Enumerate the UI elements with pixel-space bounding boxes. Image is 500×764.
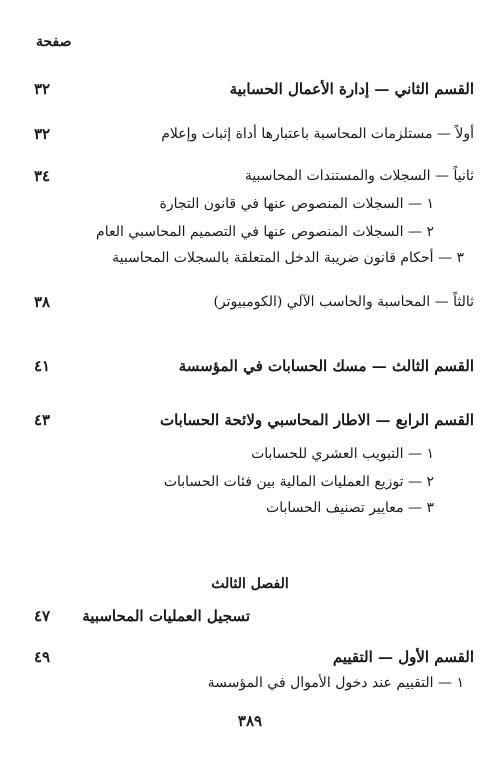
- section-title: القسم الأول — التقييم: [332, 648, 474, 666]
- page-column-label: صفحة: [36, 34, 72, 50]
- toc-entry: [0, 164, 500, 188]
- chapter-title: الفصل الثالث: [211, 576, 289, 592]
- toc-entry: [0, 408, 500, 432]
- toc-subentry: [0, 246, 500, 270]
- section-title: تسجيل العمليات المحاسبية: [82, 607, 250, 625]
- toc-entry: [0, 645, 500, 669]
- toc-entry: [0, 122, 500, 146]
- toc-subentry: [0, 470, 500, 494]
- section-title: القسم الثالث — مسك الحسابات في المؤسسة: [178, 357, 474, 375]
- toc-subentry: [0, 192, 500, 216]
- subentry-title: ١ — السجلات المنصوص عنها في قانون التجارة: [159, 196, 434, 212]
- toc-entry: [0, 77, 500, 101]
- page-number: ٤١: [34, 357, 51, 375]
- section-title: القسم الرابع — الاطار المحاسبي ولائحة الحسابات: [159, 411, 474, 429]
- page-number: ٣٤: [34, 167, 51, 185]
- page-number: ٤٩: [34, 648, 51, 666]
- entry-title: أولاً — مستلزمات المحاسبة باعتبارها أداة إثبات وإعلام: [161, 126, 474, 142]
- page-number: ٣٨: [34, 293, 51, 311]
- folio-page-number: ٣٨٩: [237, 712, 263, 730]
- toc-subentry: [0, 496, 500, 520]
- toc-entry: [0, 290, 500, 314]
- entry-title: ثانياً — السجلات والمستندات المحاسبية: [244, 168, 474, 184]
- subentry-title: ١ — التقييم عند دخول الأموال في المؤسسة: [207, 675, 464, 691]
- chapter-heading: [0, 572, 500, 596]
- page-number: ٤٣: [34, 411, 51, 429]
- subentry-title: ٢ — توزيع العمليات المالية بين فئات الحسابات: [163, 474, 434, 490]
- toc-subentry: [0, 671, 500, 695]
- subentry-title: ٣ — أحكام قانون ضريبة الدخل المتعلقة بالسجلات المحاسبية: [112, 250, 464, 266]
- page-number: ٣٢: [34, 80, 51, 98]
- toc-subentry: [0, 442, 500, 466]
- subentry-title: ٢ — السجلات المنصوص عنها في التصميم المحاسبي العام: [96, 224, 434, 240]
- toc-subentry: [0, 220, 500, 244]
- subentry-title: ٣ — معايير تصنيف الحسابات: [266, 500, 434, 516]
- subentry-title: ١ — التبويب العشري للحسابات: [251, 446, 434, 462]
- toc-entry: [0, 354, 500, 378]
- entry-title: ثالثاً — المحاسبة والحاسب الآلي (الكومبيوتر): [213, 294, 474, 310]
- page-number: ٣٢: [34, 125, 51, 143]
- page-number: ٤٧: [34, 607, 51, 625]
- section-title: القسم الثاني — إدارة الأعمال الحسابية: [229, 80, 474, 98]
- toc-entry: [0, 604, 500, 628]
